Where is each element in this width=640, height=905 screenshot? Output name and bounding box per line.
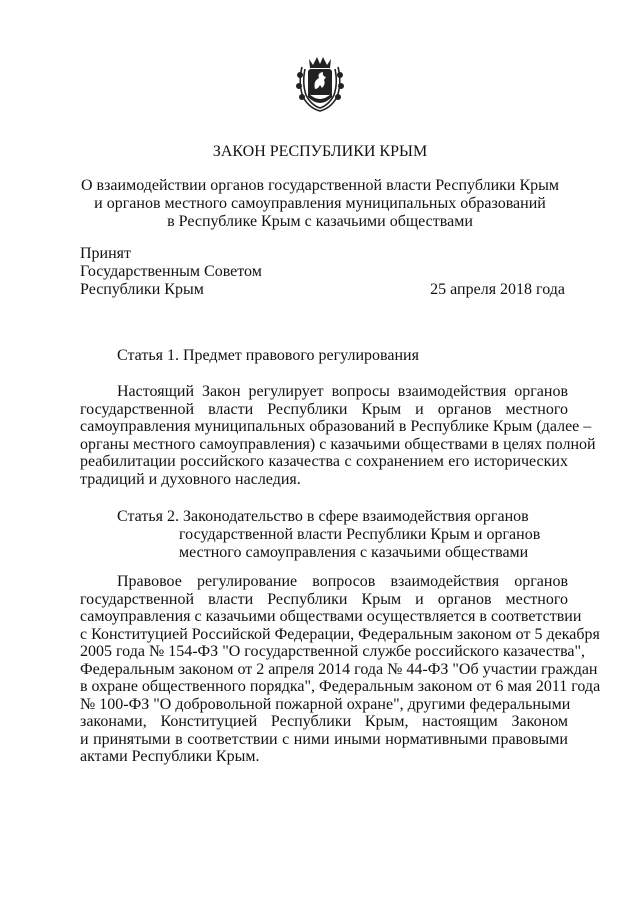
adoption-block xyxy=(80,245,262,299)
article-2-body xyxy=(80,573,601,766)
article-1-heading xyxy=(117,347,419,365)
heading-line: государственной власти Республики Крым и органов xyxy=(179,526,541,543)
law-title: ЗАКОН РЕСПУБЛИКИ КРЫМ xyxy=(212,143,428,160)
body-line: самоуправления муниципальных образований в Республике Крым (далее – xyxy=(80,418,592,435)
body-line: Федеральным законом от 2 апреля 2014 года № 44-ФЗ "Об участии граждан xyxy=(80,660,598,678)
body-line: с Конституцией Российской Федерации, Федеральным законом от 5 декабря xyxy=(80,625,600,643)
body-line: органы местного самоуправления) с казачьими обществами в целях полной xyxy=(80,435,596,453)
body-line: Настоящий Закон регулирует вопросы взаимодействия органов xyxy=(117,383,568,400)
body-line: государственной власти Республики Крым и органов местного xyxy=(80,400,568,418)
law-subtitle xyxy=(60,177,580,231)
body-line: реабилитации российского казачества с сохранением его исторических xyxy=(80,453,568,470)
coat-of-arms-icon xyxy=(293,53,347,113)
adoption-line: Республики Крым xyxy=(80,281,204,298)
heading-line: местного самоуправления с казачьими обществами xyxy=(179,544,529,561)
adoption-date: 25 апреля 2018 года xyxy=(430,281,565,298)
body-line: в охране общественного порядка", Федеральным законом от 6 мая 2011 года xyxy=(80,678,601,695)
adoption-line: Государственным Советом xyxy=(80,263,262,280)
subtitle-line: и органов местного самоуправления муниципальных образований xyxy=(94,195,546,212)
body-line: государственной власти Республики Крым и органов местного xyxy=(80,590,568,608)
heading-line: Статья 1. Предмет правового регулирования xyxy=(117,347,419,364)
heading-line: Статья 2. Законодательство в сфере взаимодействия органов xyxy=(117,508,529,525)
body-line: 2005 года № 154-ФЗ "О государственной службе российского казачества", xyxy=(80,643,586,660)
body-line: законами, Конституцией Республики Крым, настоящим Законом xyxy=(80,713,568,730)
subtitle-line: в Республике Крым с казачьими обществами xyxy=(167,213,473,230)
article-1-body xyxy=(80,383,596,488)
body-line: Правовое регулирование вопросов взаимодействия органов xyxy=(117,573,568,590)
body-line: актами Республики Крым. xyxy=(80,748,260,765)
adoption-line: Принят xyxy=(80,245,132,262)
body-line: самоуправления с казачьими обществами осуществляется в соответствии xyxy=(80,608,582,625)
body-line: № 100-ФЗ "О добровольной пожарной охране", другими федеральными xyxy=(80,695,571,713)
subtitle-line: О взаимодействии органов государственной власти Республики Крым xyxy=(80,177,560,194)
body-line: традиций и духовного наследия. xyxy=(80,470,301,488)
article-2-heading xyxy=(117,508,540,562)
body-line: и принятыми в соответствии с ними иными нормативными правовыми xyxy=(80,730,568,748)
